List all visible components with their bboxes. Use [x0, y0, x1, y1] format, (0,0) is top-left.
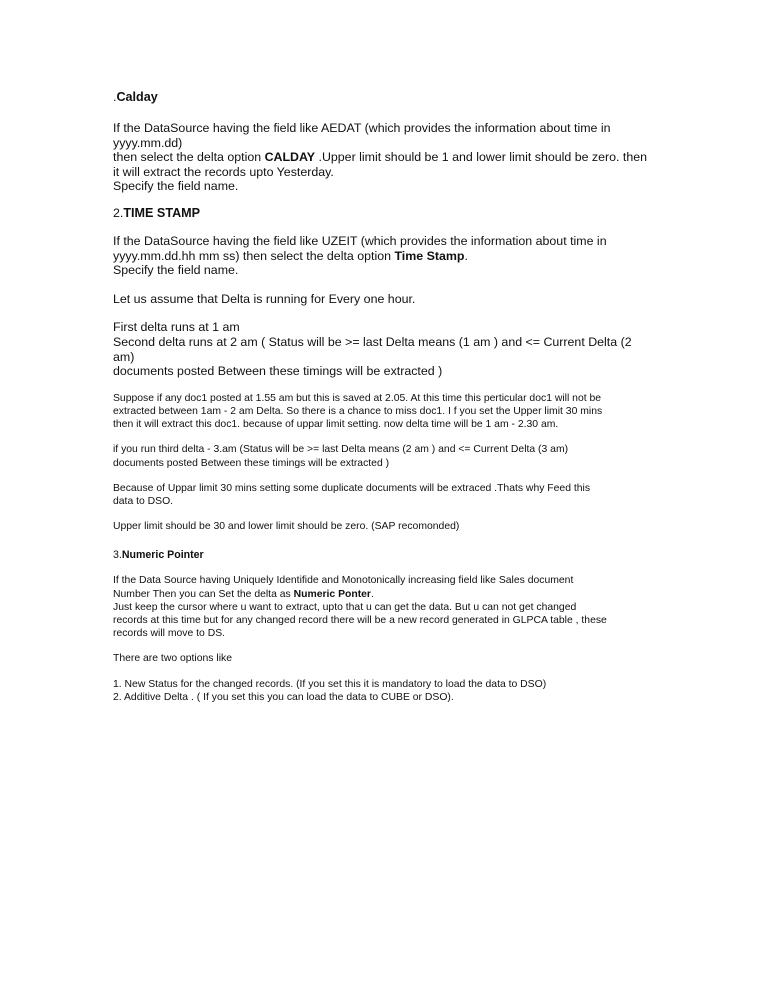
- numeric-line-4: records at this time but for any changed record there will be a new record generated in GLPCA table , these: [113, 614, 607, 626]
- calday-line-4: it will extract the records upto Yesterday.: [113, 164, 334, 179]
- option-new-status: 1. New Status for the changed records. (If you set this it is mandatory to load the data to DSO): [113, 678, 547, 690]
- suppose-line-3: then it will extract this doc1. because of uppar limit setting. now delta time will be 1 am - 2.30 am.: [113, 419, 559, 431]
- second-delta-line-cont: am): [113, 349, 135, 364]
- calday-option-bold: CALDAY: [264, 150, 316, 165]
- timestamp-paragraph-2: [113, 292, 653, 307]
- timestamp-paragraph-4: [113, 392, 653, 432]
- calday-line-3-pre: then select the delta option: [113, 150, 265, 165]
- third-delta-line-1: if you run third delta - 3.am (Status will be >= last Delta means (2 am ) and <= Current Delta (3 am): [113, 444, 569, 456]
- timestamp-paragraph-6: [113, 482, 653, 508]
- suppose-line-1: Suppose if any doc1 posted at 1.55 am but this is saved at 2.05. At this time this perticular doc1 will not be: [113, 392, 602, 404]
- calday-line-5: Specify the field name.: [113, 179, 239, 194]
- second-delta-line: Second delta runs at 2 am ( Status will be >= last Delta means (1 am ) and <= Current Delta (2: [113, 334, 632, 349]
- document-page: [113, 88, 653, 704]
- numeric-line-1: If the Data Source having Uniquely Identifide and Monotonically increasing field like Sales document: [113, 575, 574, 587]
- calday-heading: [113, 90, 653, 105]
- timestamp-line-3: Specify the field name.: [113, 263, 239, 278]
- calday-line-1: If the DataSource having the field like AEDAT (which provides the information about time in: [113, 121, 611, 135]
- timestamp-line-2-pre: yyyy.mm.dd.hh mm ss) then select the delta option: [113, 248, 395, 263]
- calday-line-3-post: .Upper limit should be 1 and lower limit should be zero. then: [315, 150, 648, 165]
- timestamp-line-2: [113, 249, 653, 264]
- numeric-line-5: records will move to DS.: [113, 628, 226, 640]
- first-delta-line: First delta runs at 1 am: [113, 320, 240, 335]
- duplicate-line-2: data to DSO.: [113, 495, 174, 507]
- documents-posted-line: documents posted Between these timings will be extracted ): [113, 364, 443, 379]
- numeric-paragraph-1: [113, 574, 653, 640]
- timestamp-heading-prefix: 2.: [113, 205, 124, 220]
- option-additive-delta: 2. Additive Delta . ( If you set this you can load the data to CUBE or DSO).: [113, 691, 454, 703]
- numeric-heading-prefix: 3.: [113, 549, 122, 562]
- numeric-heading-bold: Numeric Pointer: [121, 549, 204, 562]
- calday-line-3: [113, 150, 653, 165]
- timestamp-paragraph-5: [113, 443, 653, 469]
- numeric-line-2-post: .: [370, 588, 374, 600]
- calday-line-2: yyyy.mm.dd): [113, 135, 183, 150]
- numeric-line-3: Just keep the cursor where u want to extract, upto that u can get the data. But u can not get changed: [113, 601, 577, 613]
- timestamp-line-2-post: .: [464, 248, 468, 263]
- timestamp-paragraph-1: [113, 234, 653, 278]
- timestamp-assume-line: Let us assume that Delta is running for Every one hour.: [113, 291, 416, 306]
- timestamp-line-1: If the DataSource having the field like UZEIT (which provides the information about time in: [113, 233, 607, 248]
- third-delta-line-2: documents posted Between these timings will be extracted ): [113, 457, 390, 469]
- timestamp-paragraph-3: [113, 320, 653, 378]
- duplicate-line-1: Because of Uppar limit 30 mins setting some duplicate documents will be extraced .Thats why Feed this: [113, 482, 591, 494]
- numeric-heading: [113, 549, 653, 562]
- suppose-line-2: extracted between 1am - 2 am Delta. So there is a chance to miss doc1. I f you set the Upper limit 30 mins: [113, 405, 603, 417]
- calday-paragraph: [113, 121, 653, 194]
- numeric-options-list: [113, 678, 653, 704]
- numeric-paragraph-2: [113, 652, 653, 665]
- timestamp-option-bold: Time Stamp: [394, 248, 465, 263]
- two-options-line: There are two options like: [113, 653, 232, 665]
- timestamp-heading: [113, 206, 653, 221]
- numeric-option-bold: Numeric Ponter: [293, 588, 371, 600]
- calday-heading-bold: Calday: [116, 90, 158, 104]
- timestamp-paragraph-7: [113, 520, 653, 533]
- numeric-line-2: [113, 588, 653, 601]
- calday-heading-prefix: .: [113, 90, 117, 104]
- timestamp-heading-bold: TIME STAMP: [123, 205, 201, 220]
- upper-limit-line: Upper limit should be 30 and lower limit should be zero. (SAP recomonded): [113, 521, 460, 533]
- numeric-line-2-pre: Number Then you can Set the delta as: [113, 588, 294, 600]
